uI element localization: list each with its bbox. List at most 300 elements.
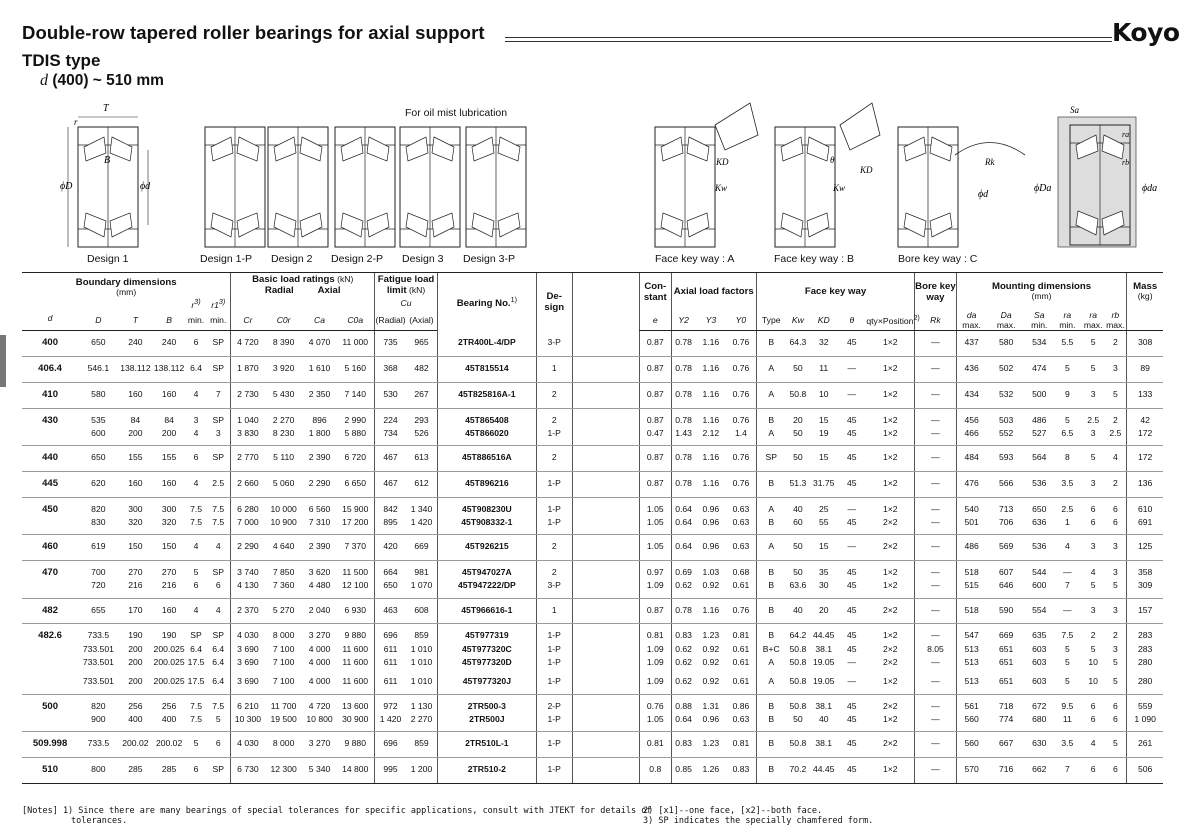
cell-line: 1-P [547,427,561,438]
cell-da [987,535,1026,561]
cell-e [640,446,671,472]
cell-t [119,331,153,357]
cell-line: — [931,630,940,641]
cell-line: 1 200 [410,763,433,774]
cell-des [536,624,572,694]
cell-line: 160 [128,388,143,399]
cell-line: 0.92 [702,676,720,687]
cell-qty [866,624,914,694]
keyway-b-drawing [775,103,880,247]
cell-line: B+C [762,643,780,654]
cell-theta [837,382,866,408]
cell-theta [837,471,866,497]
cell-line: 5 [1112,738,1118,749]
cell-line: 200.02 [155,738,183,749]
cell-y2 [671,408,696,446]
cell-line: 3 690 [237,643,259,654]
cell-no [437,757,536,783]
cell-r1 [206,331,231,357]
cell-line: 603 [1032,656,1047,667]
design-1p-drawing [205,127,265,247]
cell-y0 [726,535,756,561]
cell-b [152,757,186,783]
cell--gap [572,598,639,624]
cell-line: 2 [551,541,557,552]
cell-c0a [336,382,374,408]
cell-line: 1 010 [410,643,433,654]
cell-line: 612 [414,477,429,488]
kw-label-a: Kw [715,183,728,193]
bearing-type: TDIS type [22,51,101,70]
cell-line: 2 370 [237,604,259,615]
design-header: De-sign [544,290,565,313]
cell-ca [303,357,337,383]
table-row [22,382,1163,408]
cell-line: 3 [1090,477,1096,488]
bore-key-header: Bore key way [915,280,956,303]
cell-t [119,757,153,783]
cell-y3 [696,624,726,694]
note-2: 2) [x1]--one face, [x2]--both face. [643,806,823,816]
cell-c0r [265,757,303,783]
cell-y0 [726,598,756,624]
cell-cr [231,694,265,732]
cell-line: 6 [193,337,199,348]
cell-line: 4 [193,477,199,488]
cell-line: 155 [128,452,143,463]
col-rb-max-label: max. [1106,319,1125,330]
cell-line: 1.05 [646,541,664,552]
cell-d: 430 [22,408,78,446]
cell-line: 0.97 [646,566,664,577]
cell-line: 240 [128,337,143,348]
cell-ca [303,732,337,758]
cell-des [536,757,572,783]
cell-line: 3 830 [237,427,259,438]
cell-line: 2×2 [882,656,898,667]
cell-y0 [726,694,756,732]
cell-sa [1026,535,1053,561]
cell-t [119,732,153,758]
col-Y3: Y3 [696,311,726,331]
cell-rk [915,357,957,383]
r-head-note: 3) [194,297,201,306]
cell-line: 2TR510-2 [467,763,506,774]
kd-label-b: KD [860,165,873,175]
cell-line: 2 [551,388,557,399]
cell-no [437,331,536,357]
cell-kd [810,331,837,357]
col-d: d [22,311,78,331]
cell-type [756,757,785,783]
brand-logo: Koyo [1112,18,1180,47]
cell-line: 830 [91,516,106,527]
cell-r [186,357,206,383]
cell-line: 482 [414,363,429,374]
cell-line: 1-P [547,738,561,749]
cell-ca [303,382,337,408]
cell-mass [1127,408,1163,446]
cell-line: 820 [91,503,106,514]
cell-line: B [768,566,775,577]
cell-kd [810,560,837,598]
cell-line: 900 [91,713,106,724]
cell-line: 0.81 [646,738,664,749]
cell-line: 3 [1112,643,1118,654]
cell-sa [1026,471,1053,497]
cell-line: 1.16 [702,363,720,374]
cell-line: 0.78 [675,388,692,399]
cell-line: 2 770 [237,452,259,463]
range-text: (400) ~ 510 mm [52,72,164,89]
design-3-drawing [400,127,460,247]
cell-sa [1026,732,1053,758]
cell-ra-min [1053,598,1082,624]
col-Sa-min: min. [1031,319,1048,330]
cell-line: 6.4 [190,363,203,374]
cell-line: 8 000 [272,630,295,641]
cell-line: 45T977320J [462,676,511,687]
cell-line: 554 [1032,604,1047,615]
cell-line: 400 [161,713,177,724]
cell-type [756,732,785,758]
cell-line: 2 270 [272,414,295,425]
cell-line: B [768,477,775,488]
cell-cu-a [406,357,437,383]
cell-da [987,382,1026,408]
cell-line: 1×2 [882,630,898,641]
boundary-header: Boundary dimensions [75,277,177,288]
cell-line: 5 [215,713,221,724]
cell-qty [866,331,914,357]
cell-line: 420 [383,541,398,552]
cell-da [987,560,1026,598]
cell-line: — [847,363,857,374]
cell-line: 501 [964,516,979,527]
cell-line: SP [190,630,202,641]
design-1p-label: Design 1-P [200,253,252,265]
cell-line: 17.5 [187,656,205,667]
cell-ca [303,331,337,357]
cell-line: 38.1 [815,643,833,654]
cell-line: 635 [1032,630,1047,641]
cell-b [152,357,186,383]
cell-line: 5 [1064,643,1070,654]
col-qty: qty×Position [866,316,914,326]
cell-line: 45T865408 [465,414,509,425]
cell-line: 560 [964,738,979,749]
design-3p-label: Design 3-P [463,253,515,265]
cell-ra-min [1053,357,1082,383]
cell-b [152,732,186,758]
cell-kw [786,560,811,598]
cell-line: 5 060 [272,477,295,488]
cell-line: — [931,541,940,552]
cell-line: 45 [847,516,857,527]
cell-line: A [768,388,775,399]
cell-line: 19 [818,427,829,438]
cell-rb [1104,694,1126,732]
cell-sa [1026,357,1053,383]
cell-line: 150 [161,541,177,552]
cell-kw [786,732,811,758]
cell-line: 1.09 [646,643,664,654]
cell-line: 896 [312,414,327,425]
cell-y2 [671,535,696,561]
cell-line: 4 [1090,738,1096,749]
cell-type [756,357,785,383]
cell-line: 0.81 [646,630,664,641]
cell-line: 0.87 [646,414,664,425]
cell-line: 3 270 [308,630,331,641]
cell-line: 40 [818,713,829,724]
cell-line: 513 [964,676,979,687]
table-row [22,497,1163,535]
cell-qty [866,694,914,732]
cell-line: — [931,363,940,374]
dim-d-label: ϕd [140,181,151,192]
kd-label-a: KD [716,157,729,167]
cell-line: 45 [847,566,857,577]
cell-line: 2TR500J [469,713,505,724]
cell-t [119,357,153,383]
cell-line: 45 [847,337,857,348]
cell-line: 3 620 [308,566,331,577]
cell-line: 630 [1032,738,1047,749]
cell-d [78,535,118,561]
cell-line: 2 [1112,414,1118,425]
cell--gap [572,382,639,408]
cell-theta [837,560,866,598]
cell-line: 1 010 [410,676,433,687]
cell-line: 283 [1138,643,1153,654]
cell-line: 45T896216 [465,477,509,488]
cell-ra [1082,624,1104,694]
cell-line: 7 000 [237,516,259,527]
cell-line: 3.5 [1061,738,1074,749]
cell-line: 1.4 [734,427,747,438]
cell-line: 15 [818,414,829,425]
basic-unit: (kN) [337,274,354,285]
design-2-drawing [268,127,328,247]
cell-line: 4 [193,427,199,438]
cell-line: 3 [1112,541,1118,552]
cell-line: 50.8 [789,676,807,687]
cell-line: 1.23 [702,738,720,749]
cell-y2 [671,331,696,357]
cell-r [186,598,206,624]
cell-kw [786,535,811,561]
cell-line: 1.09 [646,580,664,591]
cell-line: 820 [91,700,106,711]
cell-line: 9 [1064,388,1070,399]
cell-cu-a [406,497,437,535]
cell-rb [1104,357,1126,383]
cell-r [186,446,206,472]
cell-line: 45 [847,643,857,654]
cell-rk [915,535,957,561]
bearing-no-header: Bearing No. [456,297,511,309]
cell-line: 0.64 [675,516,692,527]
cell-qty [866,535,914,561]
cell-ra [1082,382,1104,408]
cell-rb [1104,382,1126,408]
cell-line: 7 850 [272,566,295,577]
cell-line: 526 [414,427,429,438]
cell-line: 0.68 [732,566,750,577]
cell-kw [786,598,811,624]
cell-line: 502 [998,363,1014,374]
cell-line: 216 [128,580,143,591]
cell-line: 51.3 [789,477,807,488]
cell-line: 0.47 [646,427,664,438]
cell-ra [1082,471,1104,497]
cell-r [186,535,206,561]
cell-e [640,357,671,383]
cell--gap [572,624,639,694]
cell-line: 12 100 [342,580,369,591]
cell-d [78,446,118,472]
cell-line: 672 [1032,700,1047,711]
cell-line: 44.45 [812,763,835,774]
cell-e [640,382,671,408]
cell-r1 [206,535,231,561]
cell-line: 613 [414,452,429,463]
cell-line: 10 000 [270,503,297,514]
cell-d: 482.6 [22,624,78,694]
cell-line: 546.1 [87,363,110,374]
cell-line: 6 [215,738,221,749]
cell-ra [1082,446,1104,472]
col-Da-max: max. [996,319,1016,330]
cell-y3 [696,560,726,598]
cell-cu-r [375,732,406,758]
constant-header: Con-stant [643,280,667,303]
cell-line: 64.3 [789,337,807,348]
cell-rk [915,560,957,598]
basic-header: Basic load ratings [252,274,335,286]
cell-rk [915,331,957,357]
cell-des [536,357,572,383]
cell-line: 3 [1090,427,1096,438]
cell-kw [786,497,811,535]
table-row [22,357,1163,383]
cell-cu-a [406,732,437,758]
cell-line: 9.5 [1061,700,1074,711]
cell-line: 720 [91,580,106,591]
cell-line: SP [212,763,224,774]
cell-line: 5 430 [272,388,295,399]
cell-line: 6 [1112,713,1118,724]
cell-kw [786,408,811,446]
cell-line: 35 [818,566,829,577]
cell-cu-a [406,535,437,561]
cell-c0a [336,357,374,383]
cell-da [956,408,986,446]
cell-b [152,382,186,408]
cell-line: 45 [847,477,857,488]
cell-line: 0.64 [675,503,692,514]
cell-type [756,694,785,732]
cell-rk [915,471,957,497]
table-row [22,408,1163,446]
cell-line: 172 [1138,452,1153,463]
cell-line: 200 [128,676,143,687]
cell-line: 561 [964,700,979,711]
cell-line: 7.5 [190,713,203,724]
cell-line: 3 [1090,604,1096,615]
cell-line: 45T947222/DP [457,580,516,591]
cell-rk [915,446,957,472]
cell-line: 285 [128,763,143,774]
cell-kd [810,598,837,624]
cell-no [437,382,536,408]
fatigue-header: Fatigue load [377,274,435,286]
cell-line: 0.62 [675,656,692,667]
cell-no [437,357,536,383]
cell-ra-min [1053,560,1082,598]
cell-line: — [931,477,940,488]
cell-line: 50.8 [789,656,807,667]
cell-d [78,598,118,624]
cell-line: 8 390 [272,337,295,348]
cell-t [119,471,153,497]
cell-mass [1127,497,1163,535]
cell-line: A [768,541,775,552]
col-ra-min: ra [1063,309,1072,320]
cell-line: 6.4 [212,643,225,654]
cell-line: 1 040 [237,414,259,425]
cell-kw [786,331,811,357]
cell-y2 [671,694,696,732]
cell-line: 5 [1090,643,1096,654]
cell-b [152,624,186,694]
cell-line: 515 [964,580,979,591]
cell-line: 160 [161,604,177,615]
cell-line: 45 [847,414,857,425]
cell-line: 603 [1032,643,1047,654]
cell-line: 0.76 [732,604,750,615]
cell-line: 45 [847,763,857,774]
cell-line: — [931,337,940,348]
cell-line: 1 [551,604,557,615]
cell-cu-a [406,471,437,497]
sa-label: Sa [1070,105,1079,115]
col-Y0: Y0 [726,311,756,331]
cell-d: 482 [22,598,78,624]
cell-ra [1082,757,1104,783]
cell-r [186,694,206,732]
cell-b [152,598,186,624]
cell-cr [231,535,265,561]
cell-line: 6 [1090,763,1096,774]
cell-r1 [206,471,231,497]
dim-B-label: B [104,155,111,166]
cell-y3 [696,331,726,357]
cell-ra [1082,408,1104,446]
cell-rk [915,408,957,446]
cell-sa [1026,408,1053,446]
cell-kw [786,471,811,497]
cell-line: 224 [383,414,398,425]
cell-y2 [671,357,696,383]
cell-c0r [265,331,303,357]
cell-e [640,732,671,758]
cell-no [437,598,536,624]
cell-cu-r [375,408,406,446]
cell-no [437,535,536,561]
cell-line: 1×2 [882,452,898,463]
